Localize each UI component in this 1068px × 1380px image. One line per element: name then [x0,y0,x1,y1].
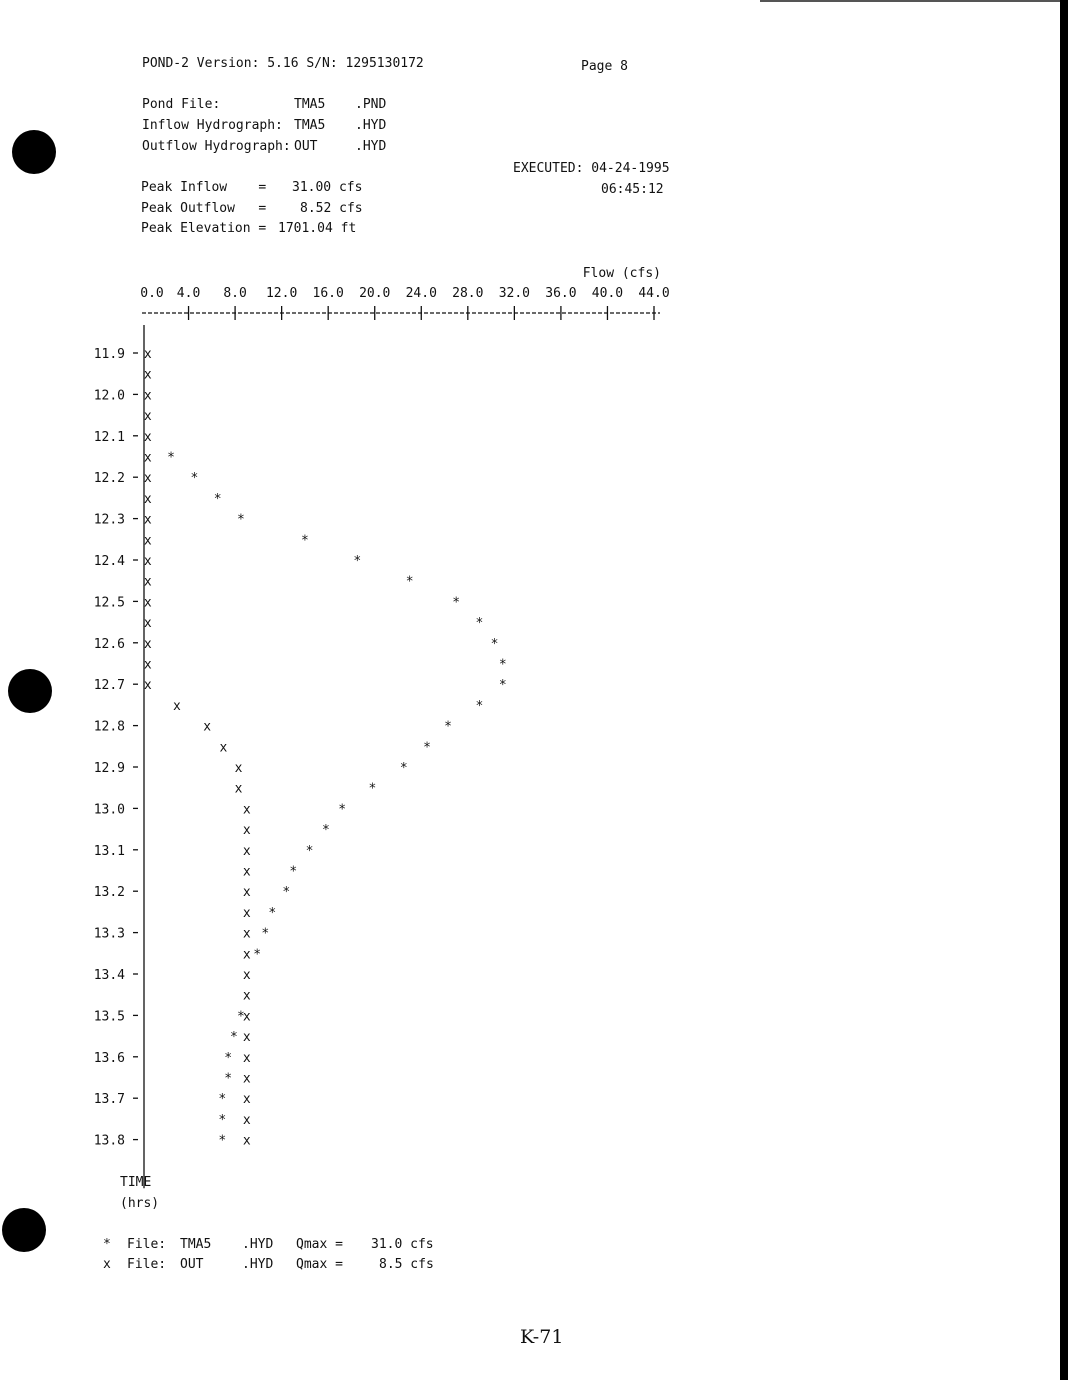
outflow-point: x [143,678,152,694]
x-tick-label: 8.0 [223,286,247,301]
inflow-point: * [218,1112,227,1128]
outflow-label: Outflow Hydrograph: [142,139,291,154]
outflow-point: x [242,988,251,1004]
x-tick-label: 28.0 [452,286,484,301]
outflow-point: x [143,409,152,425]
page-number: Page 8 [581,59,628,74]
inflow-name: TMA5 [294,118,326,133]
outflow-point: x [242,1050,251,1066]
y-tick-label: 13.4 [93,968,125,983]
y-tick-label: 13.8 [93,1133,125,1149]
outflow-point: x [242,1112,251,1128]
outflow-point: x [172,698,181,714]
outflow-point: x [143,533,152,549]
outflow-point: x [242,1133,251,1149]
y-tick-label: 12.0 [93,388,125,404]
y-tick-label: 12.9 [93,761,125,776]
legend-file-label-outflow: File: [127,1257,167,1272]
outflow-point: x [242,1030,251,1046]
inflow-ext: .HYD [355,118,387,133]
legend-qmax-value-outflow: 8.5 cfs [379,1257,434,1272]
outflow-point: x [242,947,251,963]
x-axis [142,306,660,320]
inflow-point: * [498,678,507,694]
peak-inflow-label: Peak Inflow = [141,180,267,195]
executed-date: EXECUTED: 04-24-1995 [513,161,670,176]
inflow-point: * [224,1050,233,1066]
x-tick-labels [140,286,669,301]
outflow-point: x [242,864,251,880]
inflow-point: * [282,885,291,901]
x-tick-label: 0.0 [140,286,164,301]
inflow-point: * [213,491,222,507]
inflow-point: * [300,533,309,549]
y-tick-label: 12.2 [93,471,125,487]
y-tick-label: 12.7 [93,678,125,694]
inflow-point: * [230,1030,238,1046]
y-tick-label: 13.1 [93,843,125,859]
inflow-point: * [452,595,461,611]
x-tick-label: 24.0 [405,286,437,301]
legend-qmax-value-inflow: 31.0 cfs [371,1237,434,1252]
peak-outflow-value: 8.52 cfs [300,201,363,216]
peak-outflow-label: Peak Outflow = [141,201,267,216]
outflow-point: x [143,636,152,652]
inflow-point: * [475,616,484,632]
legend-file-label-inflow: File: [127,1237,167,1252]
outflow-point: x [242,885,251,901]
y-tick-label: 11.9 [93,347,125,362]
y-tick-label: 13.7 [93,1092,125,1108]
legend-name-outflow: OUT [180,1257,204,1272]
outflow-point: x [219,740,228,756]
outflow-point: x [242,823,251,839]
pond-file-label: Pond File: [142,97,221,112]
y-tick-label: 12.5 [93,595,125,611]
inflow-point: * [190,471,199,487]
outflow-point: x [143,616,152,632]
outflow-point: x [143,450,152,466]
x-tick-label: 12.0 [265,286,298,301]
inflow-point: * [289,864,298,880]
outflow-point: x [242,926,251,942]
inflow-point: * [236,512,245,528]
x-tick-label: 32.0 [498,286,531,301]
inflow-point: * [218,1133,227,1149]
legend-ext-inflow: .HYD [242,1237,274,1252]
outflow-point: x [143,657,152,673]
inflow-point: * [236,1009,245,1025]
outflow-point: x [203,719,212,735]
outflow-point: x [143,471,152,487]
outflow-point: x [242,968,251,983]
pond-file-ext: .PND [355,97,387,112]
outflow-name: OUT [294,139,318,154]
inflow-point: * [167,450,176,466]
legend-qmax-label-outflow: Qmax = [296,1257,343,1272]
y-tick-labels [94,347,138,1149]
x-tick-label: 4.0 [176,286,201,301]
x-tick-label: 16.0 [312,286,344,301]
outflow-point: x [143,595,152,611]
y-tick-label: 12.1 [93,429,125,445]
inflow-point: * [253,947,262,963]
inflow-point: * [399,761,408,776]
outflow-ext: .HYD [355,139,387,154]
x-axis-title: Flow (cfs) [582,266,661,281]
y-tick-label: 13.2 [93,885,125,901]
x-tick-label: 20.0 [359,286,391,301]
inflow-point: * [490,636,499,652]
outflow-point: x [234,761,243,776]
inflow-point: * [353,554,362,569]
outflow-point: x [242,1071,251,1087]
pond-file-name: TMA5 [294,97,326,112]
outflow-point: x [242,905,251,921]
outflow-point: x [143,491,152,507]
peak-inflow-value: 31.00 cfs [292,180,363,195]
legend-qmax-label-inflow: Qmax = [296,1237,343,1252]
y-tick-label: 13.3 [93,926,125,942]
inflow-point: * [268,905,277,921]
y-tick-label: 12.4 [93,554,125,569]
inflow-point: * [368,781,377,797]
y-tick-label: 13.0 [93,802,125,818]
outflow-point: x [242,1009,251,1025]
peak-elevation-value: 1701.04 ft [278,221,357,236]
outflow-point: x [143,367,152,383]
outflow-point: x [143,388,152,404]
inflow-point: * [423,740,432,756]
outflow-point: x [143,554,152,569]
y-tick-label: 12.3 [93,512,125,528]
inflow-point: * [444,719,452,735]
y-axis-title-line2: (hrs) [120,1196,160,1211]
x-tick-label: 36.0 [545,286,577,301]
outflow-point: x [242,843,251,859]
y-axis-title-line1: TIME [120,1175,152,1190]
y-tick-label: 12.8 [93,719,125,735]
peak-elevation-label: Peak Elevation = [141,221,267,236]
inflow-point: * [305,843,314,859]
inflow-point: * [321,823,330,839]
outflow-point: x [143,429,152,445]
y-tick-label: 13.5 [93,1009,125,1025]
legend-ext-outflow: .HYD [242,1257,274,1272]
executed-time: 06:45:12 [601,182,664,197]
outflow-point: x [143,512,152,528]
inflow-point: * [498,657,507,673]
inflow-point: * [405,574,414,590]
inflow-point: * [261,926,270,942]
legend-marker-inflow: * [103,1237,111,1252]
x-tick-label: 40.0 [591,286,624,301]
legend-marker-outflow: x [103,1257,111,1272]
footer-page-id: K-71 [520,1326,564,1348]
inflow-label: Inflow Hydrograph: [142,118,283,133]
data-marks [144,347,507,1149]
x-tick-label: 44.0 [638,286,670,301]
inflow-point: * [224,1071,233,1087]
outflow-point: x [143,574,152,590]
legend-name-inflow: TMA5 [180,1237,212,1252]
y-tick-label: 12.6 [93,636,125,652]
y-tick-label: 13.6 [93,1050,125,1066]
inflow-point: * [475,698,484,714]
outflow-point: x [143,347,152,362]
outflow-point: x [234,781,243,797]
inflow-point: * [338,802,347,818]
outflow-point: x [242,802,251,818]
inflow-point: * [218,1092,227,1108]
program-version: POND-2 Version: 5.16 S/N: 1295130172 [142,56,424,71]
outflow-point: x [242,1092,251,1108]
